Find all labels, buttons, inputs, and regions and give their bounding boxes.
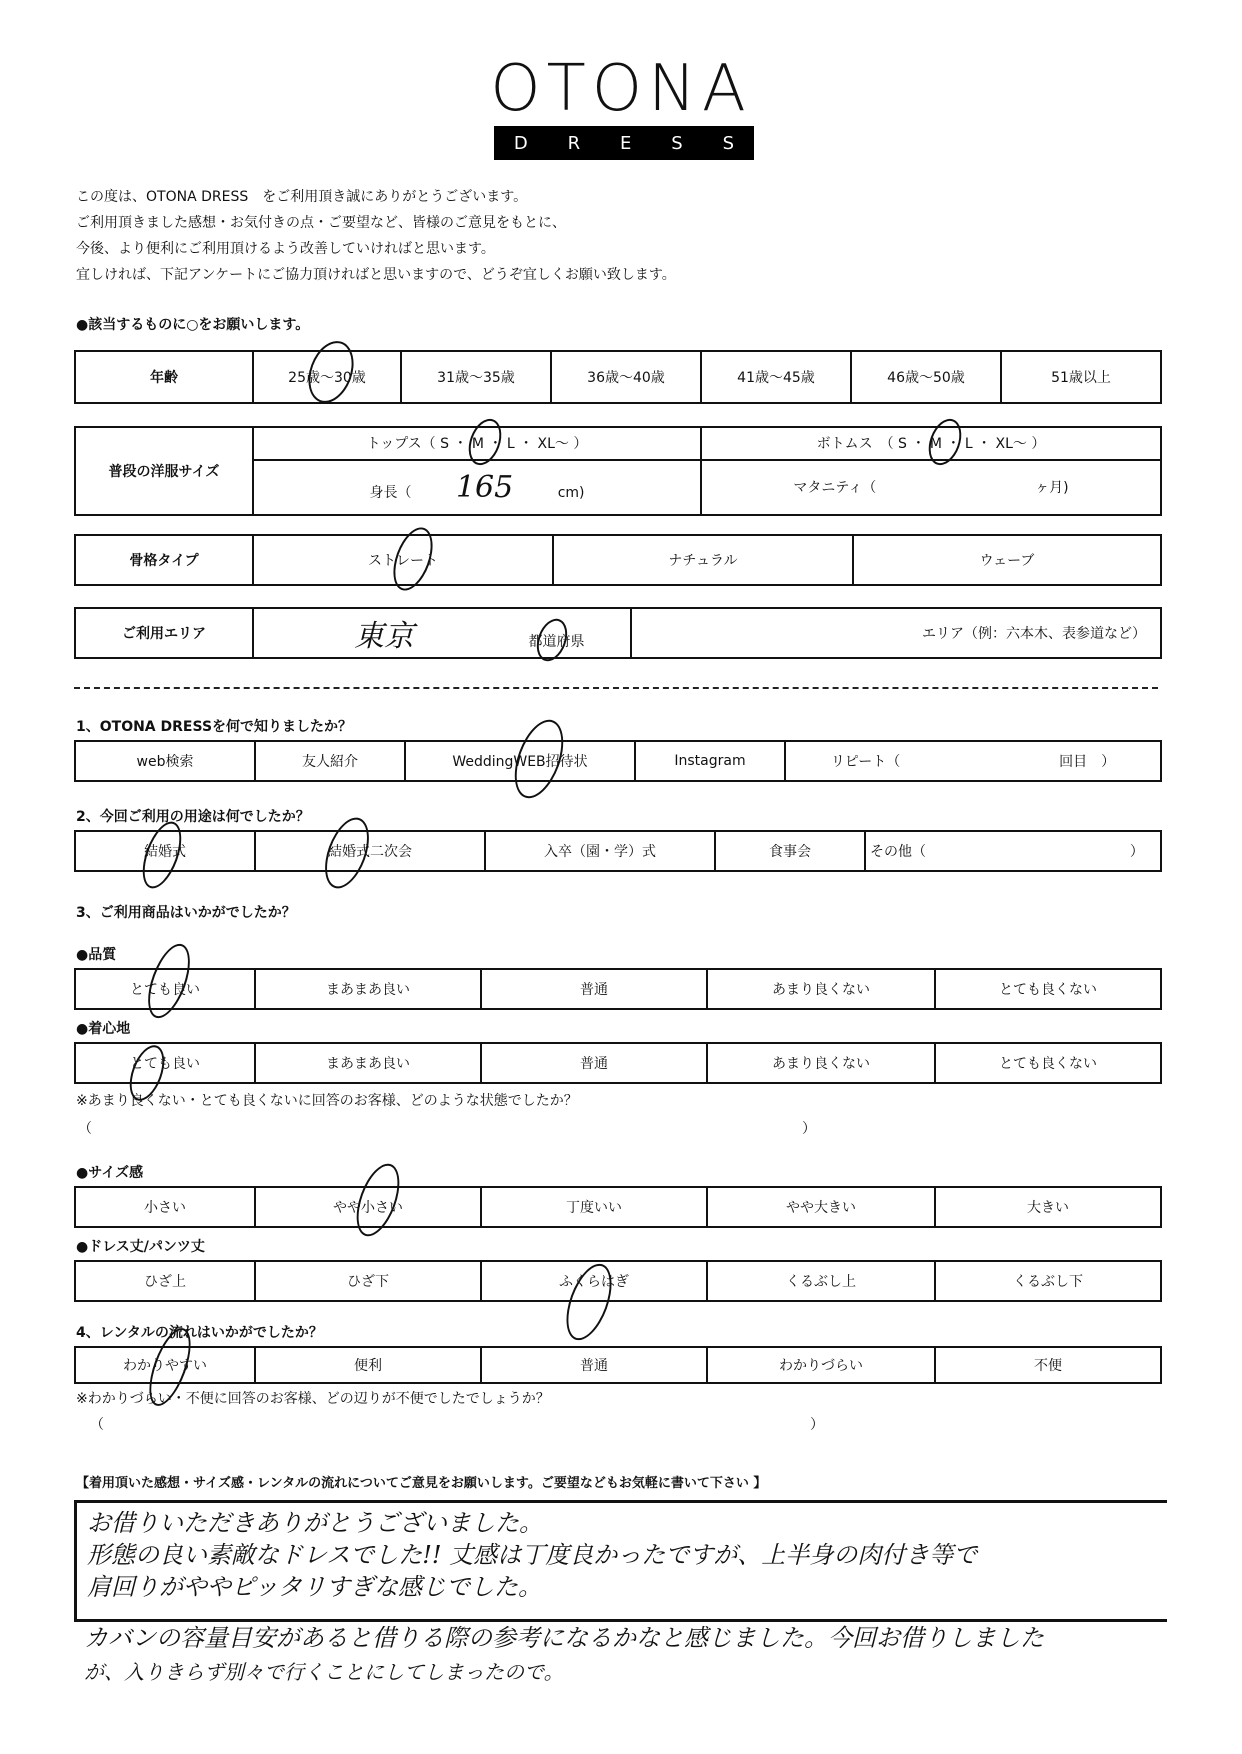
q4-option[interactable]: 普通 [481,1347,707,1383]
fit-label: ●サイズ感 [76,1165,144,1181]
intro-text [76,184,676,288]
age-option[interactable]: 46歳～50歳 [851,351,1001,403]
comments-box[interactable] [74,1500,1167,1622]
intro-line: 宜しければ、下記アンケートにご協力頂ければと思いますので、どうぞ宜しくお願い致します。 [76,267,676,283]
q4-paren-open: （ [90,1417,104,1433]
age-option[interactable]: 31歳～35歳 [401,351,551,403]
size-table [74,426,1162,516]
q2-option[interactable]: 結婚式二次会 [255,831,485,871]
comment-line: 肩回りがややピッタリすぎな感じでした。 [87,1573,543,1601]
length-option[interactable]: くるぶし上 [707,1261,935,1301]
q4-option[interactable]: わかりづらい [707,1347,935,1383]
prefecture-value: 東京 [354,619,414,654]
length-option[interactable]: くるぶし下 [935,1261,1161,1301]
quality-option[interactable]: とても良くない [935,969,1161,1009]
height-value: 165 [455,469,514,505]
q1-title: 1、OTONA DRESSを何で知りましたか？ [76,719,353,735]
comment-line: 形態の良い素敵なドレスでした!! 丈感は丁度良かったですが、上半身の肉付き等で [87,1541,978,1569]
maternity-suffix: ヶ月) [1035,480,1069,497]
q4-title: 4、レンタルの流れはいかがでしたか？ [76,1325,323,1341]
logo-letter: R [567,132,581,154]
comfort-option[interactable]: まあまあ良い [255,1043,481,1083]
quality-option[interactable]: まあまあ良い [255,969,481,1009]
maternity-field[interactable] [701,460,1161,515]
q2-other[interactable] [865,831,1161,871]
comment-line: が、入りきらず別々で行くことにしてしまったので。 [84,1660,564,1684]
q4-table [74,1346,1162,1384]
age-table [74,350,1162,404]
q4-paren-close: ） [810,1417,824,1433]
q2-table [74,830,1162,872]
q1-repeat-label: リピート（ [830,754,901,770]
frame-option[interactable]: ウェーブ [853,535,1161,585]
q1-option[interactable]: 友人紹介 [255,741,405,781]
q1-option[interactable]: WeddingWEB招待状 [405,741,635,781]
length-option[interactable]: ひざ下 [255,1261,481,1301]
q4-note: ※わかりづらい・不便に回答のお客様、どの辺りが不便でしたでしょうか？ [76,1391,550,1407]
length-option[interactable]: ふくらはぎ [481,1261,707,1301]
comfort-option[interactable]: 普通 [481,1043,707,1083]
q1-option[interactable]: web検索 [75,741,255,781]
comfort-table [74,1042,1162,1084]
logo-title: OTONA [490,52,752,126]
size-label: 普段の洋服サイズ [75,427,253,515]
section-divider [74,687,1158,689]
q3-paren-open: （ [78,1121,92,1137]
quality-option[interactable]: あまり良くない [707,969,935,1009]
age-label: 年齢 [75,351,253,403]
fit-option[interactable]: やや小さい [255,1187,481,1227]
logo-letter: S [671,132,683,154]
q4-option[interactable]: わかりやすい [75,1347,255,1383]
q1-option[interactable]: Instagram [635,741,785,781]
intro-line: この度は、OTONA DRESS をご利用頂き誠にありがとうございます。 [76,189,528,205]
fit-option[interactable]: 小さい [75,1187,255,1227]
logo-subtitle [494,126,754,160]
q3-title: 3、ご利用商品はいかがでしたか？ [76,905,296,921]
area-label: ご利用エリア [75,608,253,658]
quality-option[interactable]: とても良い [75,969,255,1009]
comfort-label: ●着心地 [76,1021,131,1037]
quality-label: ●品質 [76,947,117,963]
maternity-prefix: マタニティ（ [793,480,877,497]
height-prefix: 身長（ [369,484,412,501]
quality-table [74,968,1162,1010]
tops-size[interactable]: トップス（ S ・ M ・ L ・ XL～ ） [253,427,701,460]
length-table [74,1260,1162,1302]
fit-option[interactable]: 丁度いい [481,1187,707,1227]
q2-option[interactable]: 食事会 [715,831,865,871]
length-option[interactable]: ひざ上 [75,1261,255,1301]
q2-option[interactable]: 結婚式 [75,831,255,871]
q2-other-label: その他（ [870,844,926,860]
length-label: ●ドレス丈/パンツ丈 [76,1239,205,1255]
fit-option[interactable]: 大きい [935,1187,1161,1227]
quality-option[interactable]: 普通 [481,969,707,1009]
comfort-option[interactable]: とても良くない [935,1043,1161,1083]
age-option[interactable]: 41歳～45歳 [701,351,851,403]
q3-note: ※あまり良くない・とても良くないに回答のお客様、どのような状態でしたか？ [76,1093,578,1109]
frame-table [74,534,1162,586]
frame-option[interactable]: ナチュラル [553,535,853,585]
q4-option[interactable]: 便利 [255,1347,481,1383]
area-hint: エリア（例：六本木、表参道など） [922,626,1146,642]
frame-option[interactable]: ストレート [253,535,553,585]
q3-paren-close: ） [802,1121,816,1137]
intro-line: ご利用頂きました感想・お気付きの点・ご要望など、皆様のご意見をもとに、 [76,215,566,231]
intro-line: 今後、より便利にご利用頂けるよう改善していければと思います。 [76,241,495,257]
area-table [74,607,1162,659]
fit-table [74,1186,1162,1228]
comment-line: カバンの容量目安があると借りる際の参考になるかなと感じました。今回お借りしました [84,1624,1044,1652]
comfort-option[interactable]: とても良い [75,1043,255,1083]
age-option[interactable]: 36歳～40歳 [551,351,701,403]
logo-letter: S [722,132,734,154]
q2-other-close: ） [1129,844,1144,860]
logo-letter: D [513,132,528,154]
height-suffix: cm) [557,484,585,501]
height-field[interactable] [253,460,701,515]
comment-line: お借りいただきありがとうございました。 [87,1509,543,1537]
logo-letter: E [620,132,632,154]
comments-heading: 【着用頂いた感想・サイズ感・レンタルの流れについてご意見をお願いします。ご要望などもお気軽に書いて下さい 】 [76,1476,767,1491]
frame-label: 骨格タイプ [75,535,253,585]
bottoms-size[interactable]: ボトムス （ S ・ M ・ L ・ XL～ ） [701,427,1161,460]
area-field[interactable] [631,608,1161,658]
q2-option[interactable]: 入卒（園・学）式 [485,831,715,871]
instruction-heading: ●該当するものに○をお願いします。 [76,317,310,333]
prefecture-label: 都道府県 [528,634,585,650]
q4-option[interactable]: 不便 [935,1347,1161,1383]
age-option[interactable]: 51歳以上 [1001,351,1161,403]
fit-option[interactable]: やや大きい [707,1187,935,1227]
comfort-option[interactable]: あまり良くない [707,1043,935,1083]
q2-title: 2、今回ご利用の用途は何でしたか？ [76,809,310,825]
q1-repeat-suffix: 回目 ） [1059,754,1116,770]
prefecture-field[interactable] [253,608,631,658]
q1-repeat[interactable] [785,741,1161,781]
q1-table [74,740,1162,782]
age-option[interactable]: 25歳～30歳 [253,351,401,403]
